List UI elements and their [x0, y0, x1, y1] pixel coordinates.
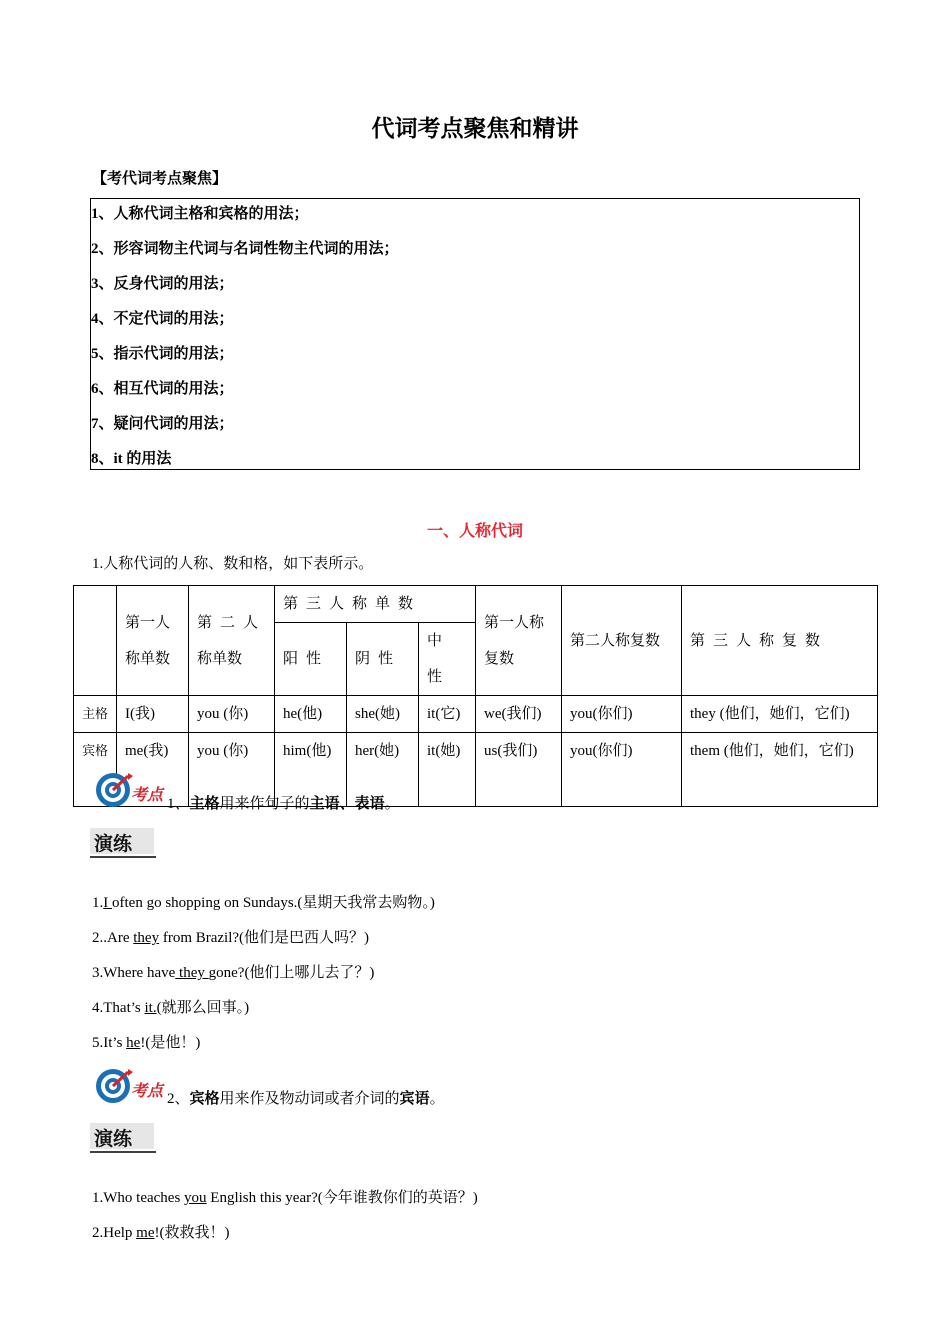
- header-masculine: 阳性: [275, 623, 347, 696]
- target-kaodian-icon: [95, 1066, 167, 1106]
- practice-item: 2.Help me!(救救我！): [92, 1225, 230, 1241]
- table-cell: her(她): [347, 733, 419, 807]
- row-label: 宾格: [74, 733, 117, 807]
- section-intro: 1.人称代词的人称、数和格，如下表所示。: [92, 556, 374, 572]
- table-cell: we(我们): [476, 696, 562, 733]
- kaodian-label: 考点: [131, 1081, 164, 1100]
- focus-heading: 【考代词考点聚焦】: [92, 171, 228, 187]
- practice-item: 1.Who teaches you English this year?(今年谁教你们的英语？): [92, 1190, 478, 1206]
- table-cell: she(她): [347, 696, 419, 733]
- header-second-plural: 第二人称复数: [562, 586, 682, 696]
- table-row: [74, 696, 878, 733]
- practice-item: 4.That’s it.(就那么回事。): [92, 1000, 250, 1016]
- kaodian-label: 考点: [131, 785, 164, 804]
- header-neuter: 中性: [419, 623, 476, 696]
- focus-item: 1、人称代词主格和宾格的用法；: [91, 206, 309, 222]
- header-third-plural: 第三人称复数: [682, 586, 878, 696]
- focus-item: 5、指示代词的用法；: [91, 346, 234, 362]
- focus-list-box: [90, 198, 860, 470]
- practice-item: 2..Are they from Brazil?(他们是巴西人吗？): [92, 930, 370, 946]
- table-cell: us(我们): [476, 733, 562, 807]
- table-cell: it(她): [419, 733, 476, 807]
- yanlian-badge-icon: [90, 1123, 156, 1153]
- focus-item: 4、不定代词的用法；: [91, 311, 234, 327]
- page-title: 代词考点聚焦和精讲: [371, 116, 579, 141]
- header-third-singular: 第三人称单数: [275, 586, 476, 623]
- yanlian-label: 演练: [94, 1128, 133, 1150]
- focus-item: 7、疑问代词的用法；: [91, 416, 234, 432]
- table-cell: it(它): [419, 696, 476, 733]
- table-cell: he(他): [275, 696, 347, 733]
- table-cell: you(你们): [562, 733, 682, 807]
- header-second-singular: 第二人 称单数: [189, 586, 275, 696]
- table-cell: me(我): [117, 733, 189, 807]
- header-first-plural: 第一人称 复数: [476, 586, 562, 696]
- table-cell: you (你): [189, 696, 275, 733]
- table-cell: I(我): [117, 696, 189, 733]
- section-title: 一、人称代词: [426, 523, 523, 540]
- focus-item: 3、反身代词的用法；: [91, 276, 234, 292]
- header-first-singular: 第一人 称单数: [117, 586, 189, 696]
- focus-item: 6、相互代词的用法；: [91, 381, 234, 397]
- table-cell: they (他们，她们，它们): [682, 696, 878, 733]
- yanlian-label: 演练: [94, 833, 133, 855]
- practice-item: 1.I often go shopping on Sundays.(星期天我常去购物。): [92, 895, 435, 911]
- header-feminine: 阴性: [347, 623, 419, 696]
- pronoun-table: [73, 585, 878, 807]
- table-cell: you(你们): [562, 696, 682, 733]
- table-cell: you (你): [189, 733, 275, 807]
- yanlian-badge-icon: [90, 828, 156, 858]
- table-cell: him(他): [275, 733, 347, 807]
- practice-item: 3.Where have they gone?(他们上哪儿去了？): [92, 965, 375, 981]
- point-1-text: 1、主格用来作句子的主语、表语。: [167, 796, 400, 812]
- table-cell: them (他们，她们，它们): [682, 733, 878, 807]
- focus-item: 2、形容词物主代词与名词性物主代词的用法；: [91, 241, 399, 257]
- practice-item: 5.It’s he!(是他！): [92, 1035, 201, 1051]
- point-2-text: 2、宾格用来作及物动词或者介词的宾语。: [167, 1091, 445, 1107]
- focus-item: 8、it 的用法: [91, 451, 172, 467]
- target-kaodian-icon: [95, 770, 167, 810]
- row-label: 主格: [74, 696, 117, 733]
- table-corner-cell: [74, 586, 117, 696]
